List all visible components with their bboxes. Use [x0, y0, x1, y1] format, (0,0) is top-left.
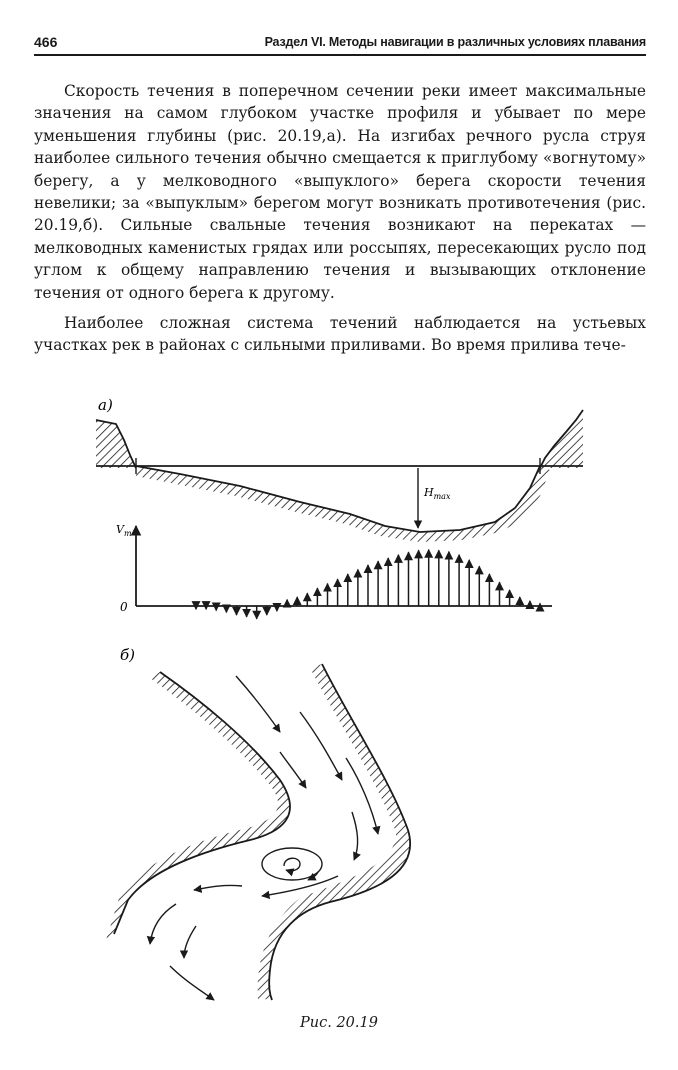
- paragraph-1: Скорость течения в поперечном сечении реки имеет максимальные значения на самом глубоком участке профиля и убывает по мере уменьшения глубины (рис. 20.19,а). На изгибах речного русла струя наиболее сильного течения обычно смещается к приглубому «вогнутому» берегу, а у мелководного «выпуклого» берега скорости течения невелики; за «выпуклым» берегом могут возникать противотечения (рис. 20.19,б). Сильные свальные течения возникают на перекатах — мелководных каменистых грядах или россыпях, пересекающих русло под углом к общему направлению течения и вызывающих отклонение течения от одного берега к другому.: [34, 82, 646, 302]
- figure-label-b: б): [120, 646, 136, 664]
- current-arrow: [184, 926, 196, 958]
- velocity-axis-zero: 0: [120, 600, 128, 614]
- page-number: 466: [34, 34, 58, 50]
- velocity-arrows: [196, 550, 540, 619]
- running-title: Раздел VI. Методы навигации в различных условиях плавания: [264, 35, 646, 49]
- page-header: [34, 32, 646, 56]
- current-arrow: [300, 712, 342, 780]
- figure-label-a: а): [98, 396, 113, 414]
- current-arrow: [194, 885, 242, 890]
- left-bank-hatch: [96, 420, 136, 468]
- paragraph-2: Наиболее сложная система течений наблюдается на устьевых участках рек в районах с сильными приливами. Во время прилива тече-: [34, 314, 646, 355]
- figure-caption: Рис. 20.19: [300, 1015, 378, 1031]
- bend-left-bank-hatch: [106, 672, 290, 940]
- current-arrow: [280, 752, 306, 788]
- bend-right-bank-hatch: [258, 664, 410, 1000]
- river-bottom-line: [136, 466, 540, 532]
- current-arrow: [170, 966, 214, 1000]
- current-arrow: [352, 812, 358, 860]
- figure-20-19: [0, 380, 678, 1020]
- max-depth-label: $H_{max}$: [424, 486, 451, 501]
- current-arrow: [150, 904, 176, 944]
- body-text: [34, 80, 646, 365]
- current-arrow: [236, 676, 280, 732]
- eddy-countercurrent: [262, 848, 322, 880]
- velocity-axis-label: $V_т$: [116, 523, 132, 538]
